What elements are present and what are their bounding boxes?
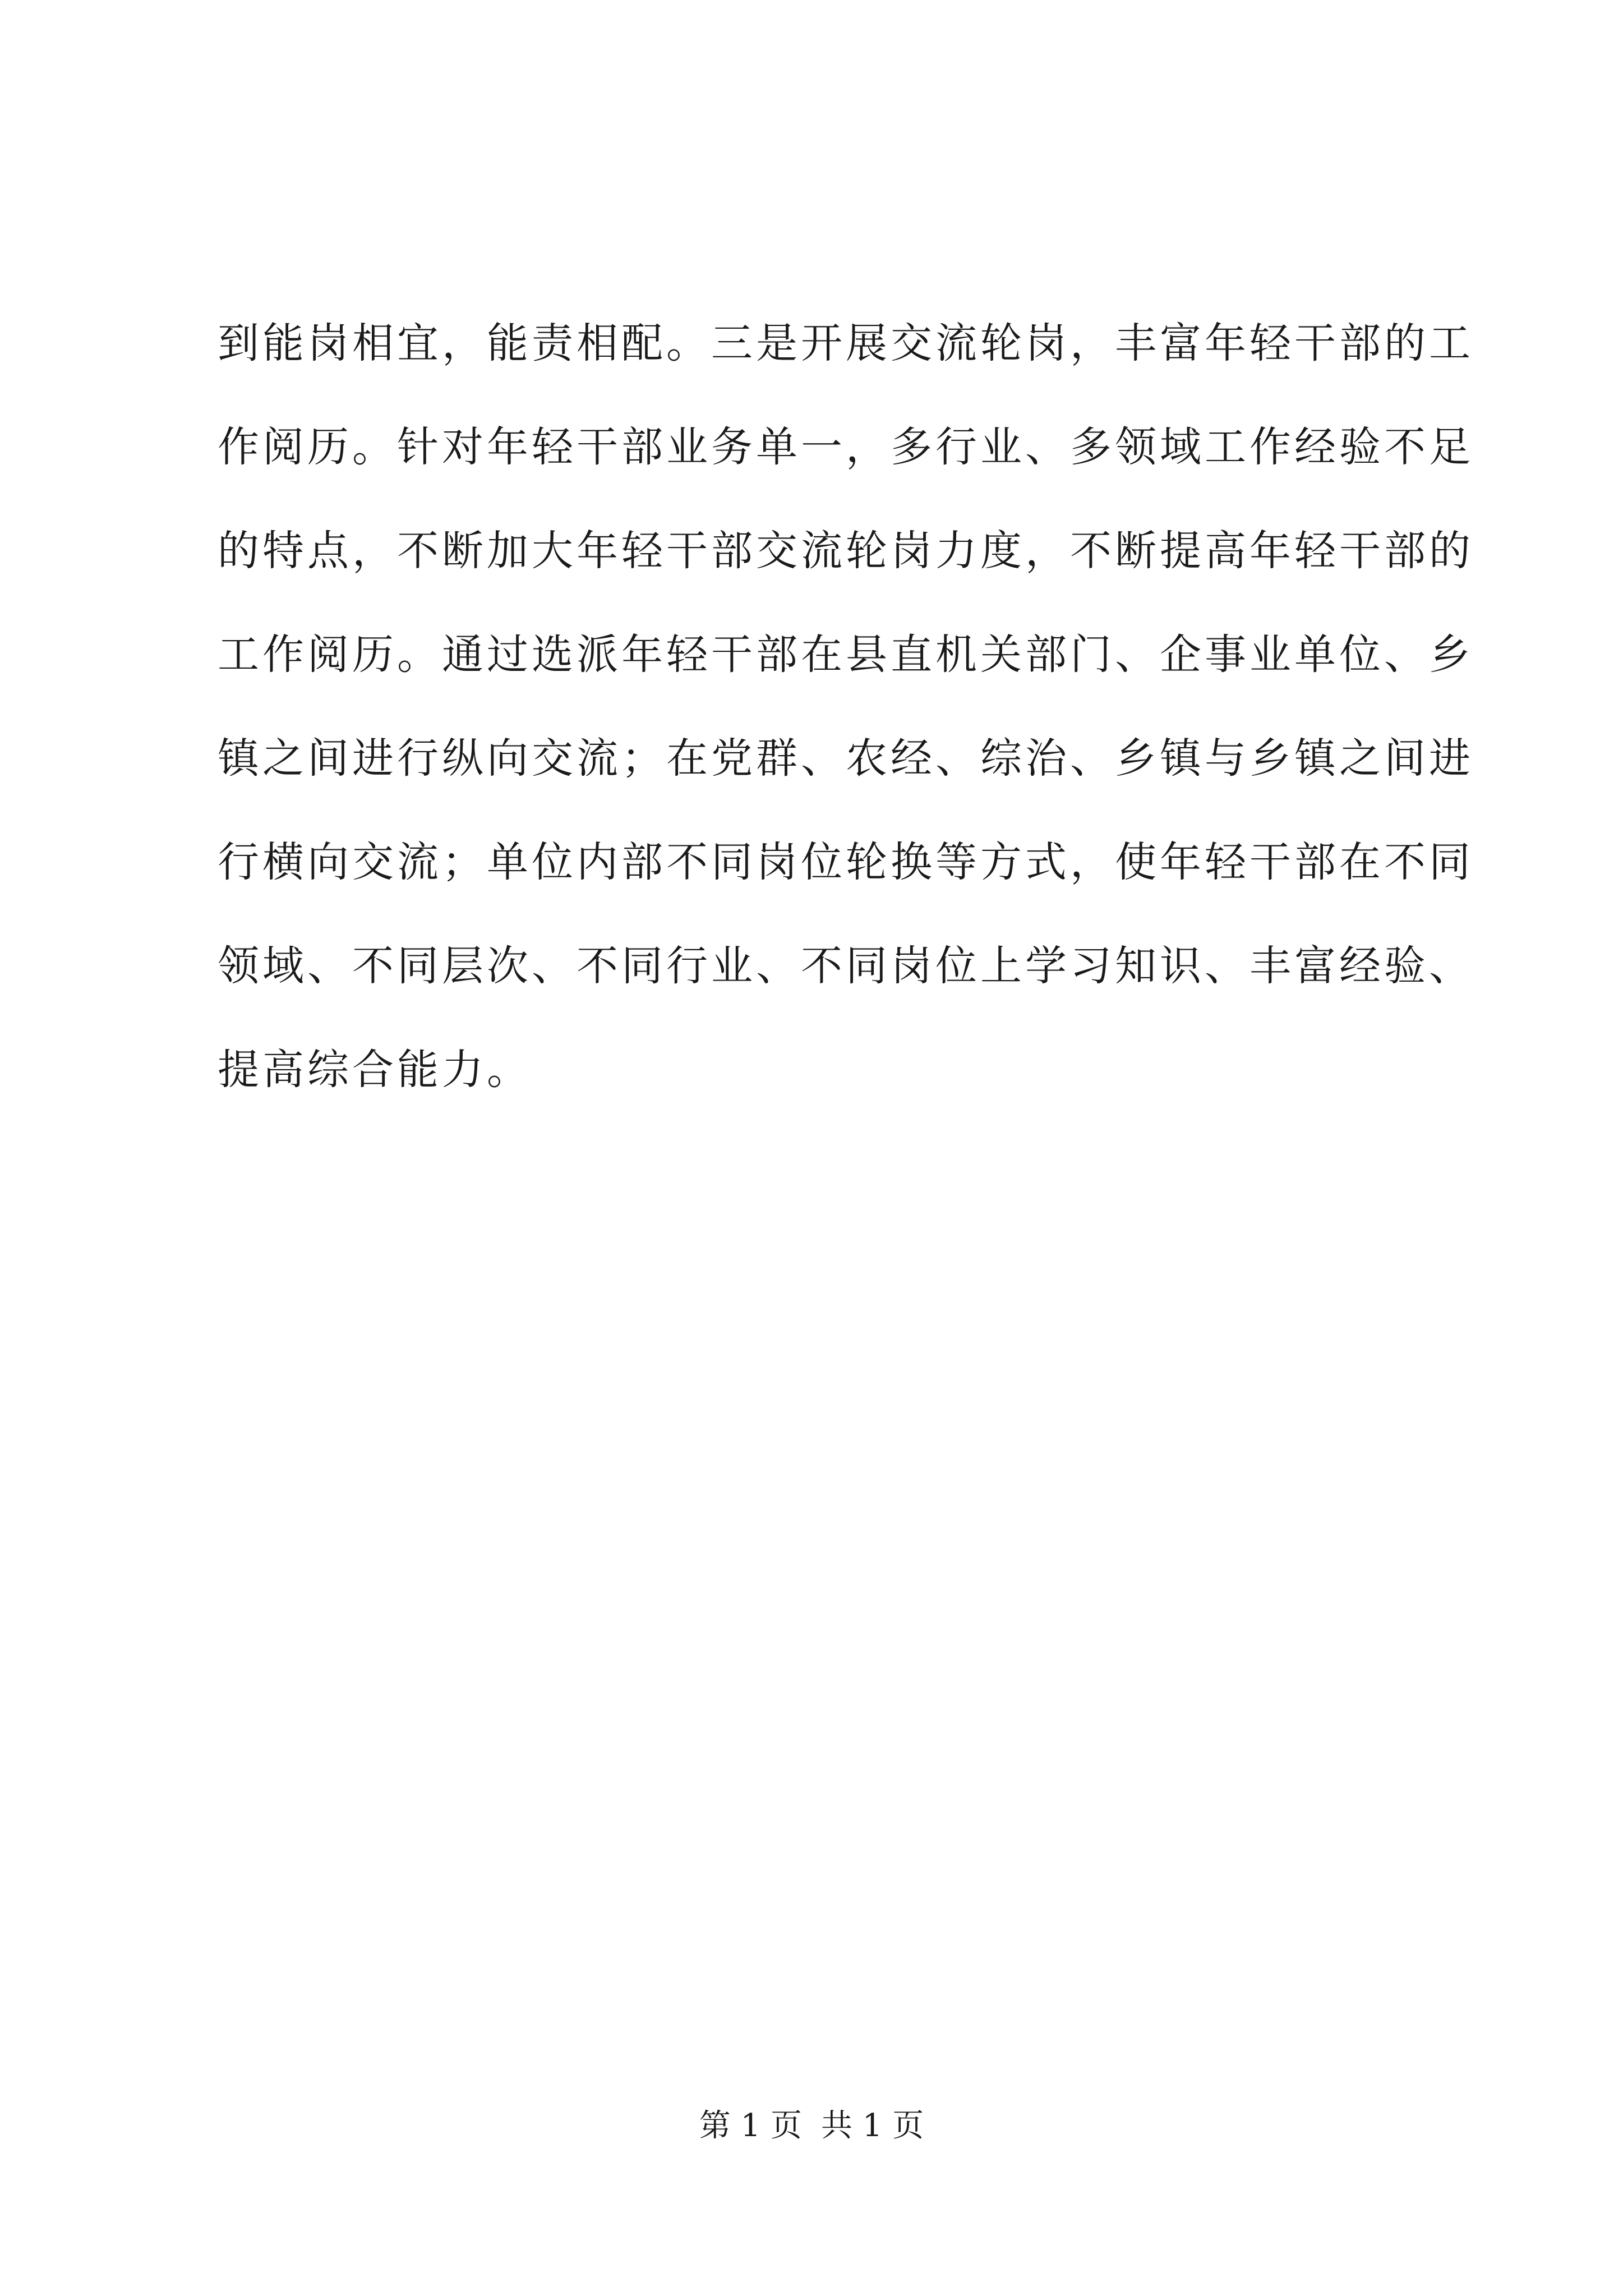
total-pages-label: 共 1 页 <box>821 2108 924 2144</box>
text-line: 镇之间进行纵向交流；在党群、农经、综治、乡镇与乡镇之间进 <box>218 734 1474 783</box>
text-line: 到能岗相宜，能责相配。三是开展交流轮岗，丰富年轻干部的工 <box>218 319 1474 367</box>
text-line: 作阅历。针对年轻干部业务单一，多行业、多领域工作经验不足 <box>218 423 1474 471</box>
text-line: 工作阅历。通过选派年轻干部在县直机关部门、企事业单位、乡 <box>218 631 1474 679</box>
text-line: 提高综合能力。 <box>218 1046 532 1094</box>
page-number-label: 第 1 页 <box>699 2108 802 2144</box>
text-line: 的特点，不断加大年轻干部交流轮岗力度，不断提高年轻干部的 <box>218 527 1474 575</box>
body-paragraph <box>218 292 1474 1122</box>
page-footer <box>0 2104 1623 2148</box>
text-line: 领域、不同层次、不同行业、不同岗位上学习知识、丰富经验、 <box>218 942 1474 990</box>
text-line: 行横向交流；单位内部不同岗位轮换等方式，使年轻干部在不同 <box>218 838 1474 886</box>
